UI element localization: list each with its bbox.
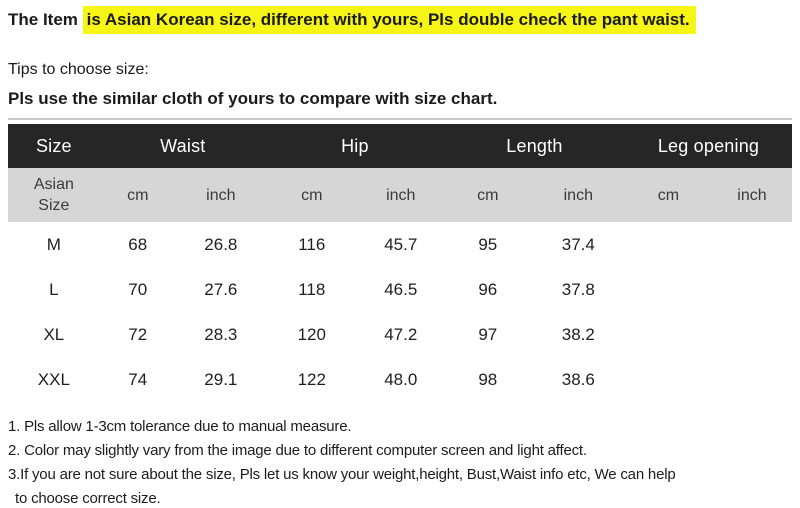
cell-value: 74 bbox=[128, 369, 148, 389]
cell-value: 72 bbox=[128, 324, 148, 344]
tips-heading: Tips to choose size: bbox=[8, 61, 149, 78]
cell-value bbox=[712, 357, 792, 402]
unit-waist-cm: cm bbox=[127, 186, 149, 204]
cell-value: 38.2 bbox=[561, 324, 595, 344]
cell-value: 68 bbox=[128, 234, 148, 254]
unit-leg-inch: inch bbox=[737, 186, 767, 204]
column-header-hip: Hip bbox=[341, 135, 369, 156]
table-row-l bbox=[8, 267, 792, 312]
item-notice bbox=[8, 6, 792, 34]
cell-value bbox=[712, 267, 792, 312]
cell-value bbox=[712, 312, 792, 357]
size-label: M bbox=[46, 234, 61, 254]
unit-waist-inch: inch bbox=[206, 186, 236, 204]
size-chart-page bbox=[8, 6, 792, 508]
cell-value: 37.4 bbox=[561, 234, 595, 254]
cell-value bbox=[625, 267, 712, 312]
cell-value: 48.0 bbox=[384, 369, 418, 389]
cell-value: 37.8 bbox=[561, 279, 595, 299]
unit-length-cm: cm bbox=[477, 186, 499, 204]
tips-instruction: Pls use the similar cloth of yours to compare with size chart. bbox=[8, 89, 498, 108]
cell-value: 122 bbox=[297, 369, 326, 389]
size-label: XXL bbox=[37, 369, 70, 389]
note-line-1: 1. Pls allow 1-3cm tolerance due to manual measure. bbox=[8, 418, 352, 435]
cell-value bbox=[712, 222, 792, 267]
size-chart-table bbox=[8, 124, 792, 402]
table-row-xl bbox=[8, 312, 792, 357]
item-notice-highlight: is Asian Korean size, different with yours, Pls double check the pant waist. bbox=[83, 6, 696, 34]
table-group-header-row bbox=[8, 124, 792, 168]
column-header-length: Length bbox=[506, 135, 563, 156]
divider bbox=[8, 118, 792, 120]
unit-leg-cm: cm bbox=[657, 186, 680, 204]
note-line-2: 2. Color may slightly vary from the image due to different computer screen and light affect. bbox=[8, 442, 587, 459]
cell-value bbox=[625, 312, 712, 357]
table-row-m bbox=[8, 222, 792, 267]
cell-value: 96 bbox=[478, 279, 498, 299]
cell-value bbox=[625, 357, 712, 402]
note-line-3-continued: to choose correct size. bbox=[15, 490, 161, 507]
cell-value bbox=[625, 222, 712, 267]
notes bbox=[8, 415, 792, 508]
cell-value: 26.8 bbox=[204, 234, 238, 254]
cell-value: 70 bbox=[128, 279, 148, 299]
cell-value: 47.2 bbox=[384, 324, 418, 344]
size-label: L bbox=[49, 279, 59, 299]
cell-value: 118 bbox=[298, 279, 326, 299]
column-header-size: Size bbox=[35, 135, 72, 156]
unit-length-inch: inch bbox=[563, 186, 593, 204]
column-header-leg-opening: Leg opening bbox=[657, 135, 760, 156]
cell-value: 98 bbox=[478, 369, 498, 389]
row-header-asian-size: Asian Size bbox=[33, 176, 74, 214]
cell-value: 46.5 bbox=[384, 279, 418, 299]
table-row-xxl bbox=[8, 357, 792, 402]
cell-value: 45.7 bbox=[384, 234, 418, 254]
cell-value: 95 bbox=[478, 234, 498, 254]
unit-hip-inch: inch bbox=[386, 186, 416, 204]
cell-value: 120 bbox=[297, 324, 326, 344]
cell-value: 116 bbox=[298, 234, 326, 254]
column-header-waist: Waist bbox=[160, 135, 206, 156]
unit-hip-cm: cm bbox=[301, 186, 323, 204]
cell-value: 29.1 bbox=[204, 369, 238, 389]
table-units-row bbox=[8, 168, 792, 222]
cell-value: 28.3 bbox=[204, 324, 238, 344]
note-line-3: 3.If you are not sure about the size, Pls let us know your weight,height, Bust,Waist info etc, We can help bbox=[8, 466, 676, 483]
item-notice-prefix: The Item bbox=[8, 10, 83, 29]
size-label: XL bbox=[43, 324, 65, 344]
cell-value: 27.6 bbox=[204, 279, 238, 299]
cell-value: 97 bbox=[478, 324, 498, 344]
cell-value: 38.6 bbox=[561, 369, 595, 389]
